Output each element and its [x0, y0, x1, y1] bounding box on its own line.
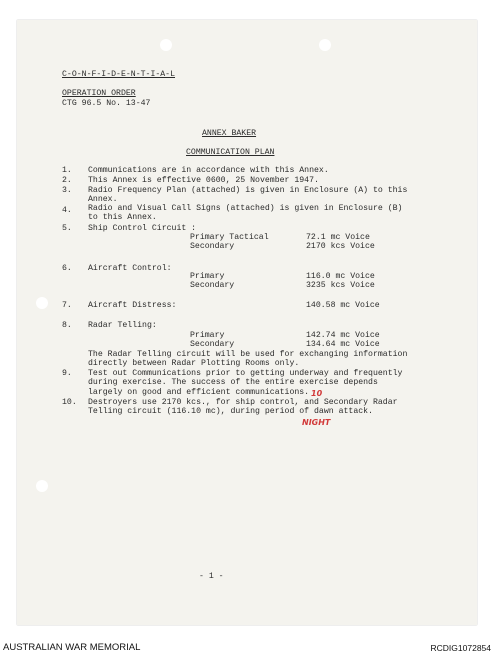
item-text: Aircraft Distress:: [88, 301, 177, 310]
classification-marking: C-O-N-F-I-D-E-N-T-I-A-L: [62, 70, 176, 79]
item-number: 9.: [62, 369, 72, 378]
item-number: 2.: [62, 176, 72, 185]
handwritten-number: 10: [311, 389, 323, 398]
order-reference: CTG 96.5 No. 13-47: [62, 99, 151, 108]
punch-hole: [36, 480, 48, 492]
item-number: 8.: [62, 321, 72, 330]
item-number: 5.: [62, 224, 72, 233]
punch-hole: [160, 39, 172, 51]
item-text: Radar Telling:: [88, 321, 157, 330]
punch-hole: [319, 39, 331, 51]
item-number: 3.: [62, 186, 72, 195]
item-text: during exercise. The success of the entire exercise depends: [88, 378, 378, 387]
item-number: 1.: [62, 166, 72, 175]
annex-title: ANNEX BAKER: [202, 129, 257, 138]
frequency-value: 142.74 mc Voice: [306, 331, 380, 340]
item-text: The Radar Telling circuit will be used for exchanging information: [88, 350, 408, 359]
order-title: OPERATION ORDER: [62, 89, 136, 98]
item-text: Aircraft Control:: [88, 264, 172, 273]
frequency-value: 72.1 mc Voice: [306, 233, 370, 242]
item-text: to this Annex.: [88, 213, 157, 222]
frequency-value: 140.58 mc Voice: [306, 301, 380, 310]
frequency-value: 116.0 mc Voice: [306, 272, 375, 281]
item-text: Test out Communications prior to getting underway and frequently: [88, 369, 403, 378]
frequency-label: Secondary: [190, 340, 235, 349]
page-number: - 1 -: [199, 572, 224, 581]
archive-footer: [0, 642, 495, 654]
item-number: 4.: [62, 206, 72, 215]
document-page: [17, 20, 477, 625]
frequency-label: Secondary: [190, 281, 235, 290]
item-text: Telling circuit (116.10 mc), during period of dawn attack.: [88, 407, 373, 416]
item-text: Communications are in accordance with this Annex.: [88, 166, 329, 175]
frequency-value: 2170 kcs Voice: [306, 242, 375, 251]
annex-subtitle: COMMUNICATION PLAN: [186, 148, 275, 157]
item-text: largely on good and efficient communications.: [88, 388, 310, 397]
item-text: This Annex is effective 0600, 25 November 1947.: [88, 176, 319, 185]
record-id: RCDIG1072854: [430, 643, 491, 653]
item-number: 10.: [62, 398, 77, 407]
item-number: 6.: [62, 264, 72, 273]
handwritten-night-annotation: NIGHT: [302, 418, 331, 427]
frequency-label: Primary: [190, 331, 225, 340]
frequency-label: Primary: [190, 272, 225, 281]
frequency-label: Secondary: [190, 242, 235, 251]
punch-hole: [36, 297, 48, 309]
item-text: directly between Radar Plotting Rooms only.: [88, 359, 300, 368]
frequency-label: Primary Tactical: [190, 233, 269, 242]
item-text: Destroyers use 2170 kcs., for ship control, and Secondary Radar: [88, 398, 398, 407]
item-text: Ship Control Circuit :: [88, 224, 197, 233]
item-text: Annex.: [88, 195, 118, 204]
frequency-value: 3235 kcs Voice: [306, 281, 375, 290]
frequency-value: 134.64 mc Voice: [306, 340, 380, 349]
item-text: Radio and Visual Call Signs (attached) is given in Enclosure (B): [88, 204, 403, 213]
institution-name: AUSTRALIAN WAR MEMORIAL: [3, 642, 141, 653]
item-number: 7.: [62, 301, 72, 310]
item-text: Radio Frequency Plan (attached) is given in Enclosure (A) to this: [88, 186, 408, 195]
